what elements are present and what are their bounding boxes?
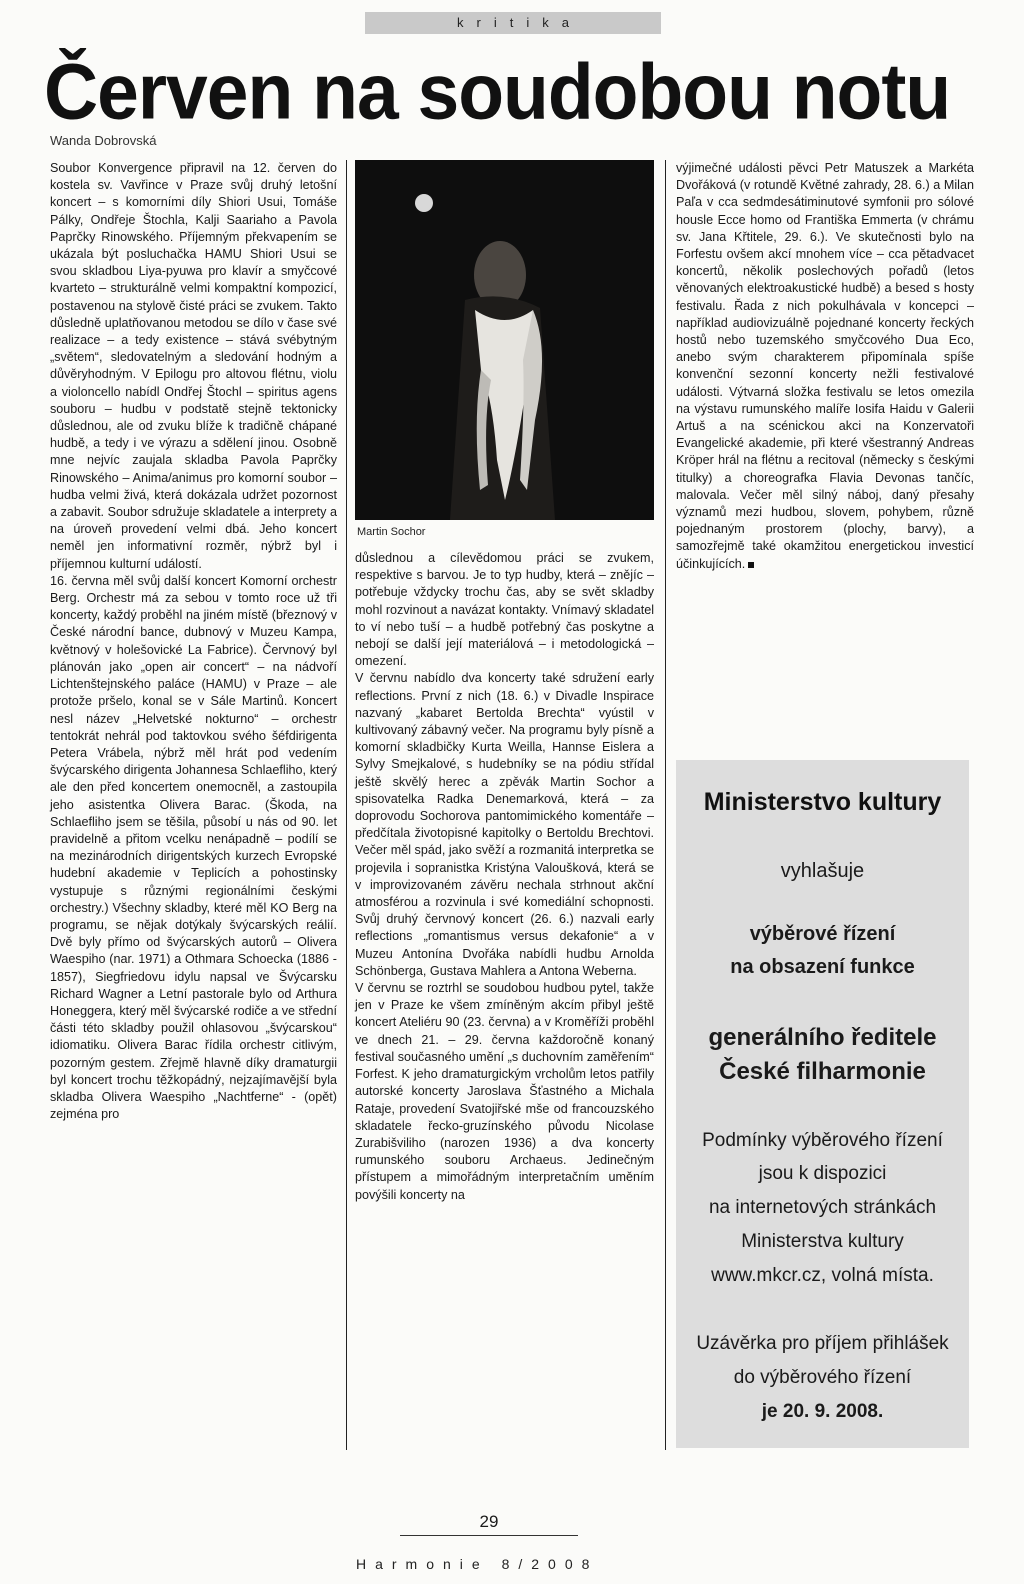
article-title: Červen na soudobou notu — [44, 47, 951, 136]
paragraph: Soubor Konvergence připravil na 12. červen do kostela sv. Vavřince v Praze svůj druhý letošní koncert – s komorními díly Shiori Usui, Tomáše Pálky, Ondřeje Štochla, Kalji Saariaho a Pavola Paprčky Rinowského. Příjemným překvapením se ukázala být posluchačka HAMU Shiori Usui se svou skladbou Liya-pyuwa pro klavír a smyčcové kvarteto – strukturálně velmi kompaktní kompozicí, postavenou na stylově čisté práci se zvukem. Takto důsledně uplatňovanou metodou se dílo v čase své realizace – a tedy existence – stává svébytným „světem“, sledovatelným a sledování hodným a důvěryhodným. V Epilogu pro altovou flétnu, violu a violoncello nabídl Ondřej Štochl – spiritus agens souboru – hudbu v podstatě stejně tektonicky důslednou, ale od zvuku blíže k tradičně chápané hudbě, a tedy i ve výrazu a sdělení jinou. Osobně mne nejvíc zaujala skladba Pavola Paprčky Rinowského – Anima/animus pro komorní soubor – hudba velmi živá, která dokázala udržet pozornost a zabavit. Soubor sdružuje skladatele a interprety a na úroveň provedení velmi dbá. Jeho koncert neměl jen informativní rozměr, nýbrž byl i příjemnou kulturní událostí. — [50, 161, 337, 571]
ad-conditions: jsou k dispozici — [758, 1163, 887, 1184]
ad-deadline: Uzávěrka pro příjem přihlášek — [696, 1333, 949, 1354]
ad-announces: vyhlašuje — [780, 860, 865, 882]
paragraph: důslednou a cílevědomou práci se zvukem, respektive s barvou. Je to typ hudby, která – znějíc – potřebuje vždycky trochu čas, aby se svět skladby mohl rozvinout a navázat kontakty. Vnímavý skladatel to ví nebo tuší – a hudbě potřebný čas poskytne a nebojí se další její materiálová – i metodologická – omezení. — [355, 551, 654, 669]
ad-deadline: do výběrového řízení — [733, 1367, 912, 1388]
paragraph: V červnu nabídlo dva koncerty také sdružení early reflections. První z nich (18. 6.) v Divadle Inspirace nazvaný „kabaret Bertolda Brechta“ vyústil v kultivovaný zábavný večer. Na programu byly písně a komorní skladbičky Kurta Weilla, Hannse Eislera a Sylvy Smejkalové, s hudebníky se na pódiu střídal ještě skvělý herec a zpěvák Martin Sochor a spisovatelka Radka Denemarková, která – za doprovodu Sochorova pantomimického komentáře – předčítala životopisné kapitolky o Bertoldu Brechtovi. Večer měl spád, jako svěží a rozmanitá interpretka se projevila i sopranistka Kristýna Valoušková, která se v improvizovaném závěru nechala strhnout akční atmosférou a rozvinula i své komediální schopnosti. Svůj druhý červnový koncert (26. 6.) nazvali early reflections „romantismus versus dekafonie“ a v Muzeu Antonína Dvořáka nabídli hudbu Arnolda Schönberga, Gustava Mahlera a Antona Weberna. — [355, 671, 654, 978]
paragraph: 16. června měl svůj další koncert Komorní orchestr Berg. Orchestr má za sebou v tomto roce už tři koncerty, každý proběhl na jiném místě (březnový v České národní bance, dubnový v Muzeu Kampa, květnový v holešovické La Fabrice). Červnový byl plánován jako „open air concert“ – na nádvoří Lichtenštejnského paláce (HAMU) v Praze – ale protože pršelo, konal se v Sále Martinů. Koncert nesl název „Helvetské nokturno“ – orchestr tentokrát nehrál pod taktovkou svého šéfdirigenta Petera Vrábela, nýbrž měl hrát pod vedením švýcarského dirigenta Johannesa Schlaefliho, který ale den před koncertem onemocněl, a zastoupila jeho asistentka Olivera Barac. (Škoda, na Schlaefliho jsem se těšila, působí u nás od 90. let pravidelně a přitom vcelku nenápadně – podílí se na mezinárodních dirigentských kurzech Evropské hudební akademie v Teplicích a pohostinsky vystupuje s různými regionálními českými orchestry.) Všechny skladby, které měl KO Berg na programu, se nějak dotýkaly švýcarských reálií. Dvě byly přímo od švýcarských autorů – Olivera Waespiho (nar. 1971) a Othmara Schoecka (1886 - 1857), Siegfriedovu idylu napsal ve Švýcarsku Richard Wagner a Letní pastorale bylo od Arthura Honeggera, který měl švýcarské rodiče a ve střední části této skladby použil ohlasovou „švýcarskou“ idiomatiku. Olivera Barac řídila orchestr citlivým, pozorným gestem. Zřejmě hlavně díky dramaturgii byl koncert trochu těžkopádný, nejzajímavější byla skladba Olivera Waespiho „Nachtferne“ - (opět) zejména pro — [50, 573, 337, 1122]
photo-credit: Martin Sochor — [357, 526, 426, 538]
ad-website: www.mkcr.cz, volná místa. — [711, 1265, 934, 1286]
column-divider — [346, 160, 347, 1450]
ad-deadline-date: je 20. 9. 2008. — [761, 1401, 884, 1422]
journal-footer: Harmonie 8/2008 — [356, 1556, 599, 1572]
ad-conditions: na internetových stránkách — [708, 1197, 937, 1218]
end-mark-icon — [748, 562, 754, 568]
column-divider — [665, 160, 666, 1450]
ad-conditions: Podmínky výběrového řízení — [702, 1130, 943, 1151]
advertisement-box — [676, 760, 969, 1448]
paragraph — [676, 160, 974, 573]
article-column-2 — [355, 550, 654, 1204]
section-label: kritika — [457, 15, 582, 30]
article-column-3 — [676, 160, 974, 573]
ad-selection: na obsazení funkce — [730, 956, 915, 978]
article-column-1 — [50, 160, 337, 1123]
section-label-bar — [365, 12, 661, 34]
performer-photo-illustration — [355, 160, 654, 520]
author-byline: Wanda Dobrovská — [50, 133, 157, 148]
paragraph-text: výjimečné události pěvci Petr Matuszek a Markéta Dvořáková (v rotundě Květné zahrady, 28. 6.) a Milan Paľa v cca sedmdesátiminutové symfonii pro sólové housle Ecce homo od Františka Emmerta (v chrámu sv. Jana Křtitele, 29. 6.). Ve skutečnosti bylo na Forfestu ovšem akcí mnohem více – cca pětadvacet koncertů, několik poslechových pořadů (letos věnovaných elektroakustické hudbě) a besed s hosty festivalu. Řada z nich pokulhávala v koncepci – například audiovizuálně pojednané koncerty řeckých hostů nebo tuzemského smyčcového Dua Eco, anebo svým charakterem připomínala spíše konvenční sezonní koncerty nežli festivalové události. Výtvarná složka festivalu se letos omezila na výstavu rumunského malíře Iosifa Haidu v Galerii Artuš a na scénickou akci na Konzervatoři Evangelické akademie, při které všestranný Andreas Kröper hrál na flétnu a recitoval (německy s českými titulky) a choreografka Flavia Devonas tančíc, malovala. Večer měl silný náboj, daný přesahy významů mezi hudbou, slovem, pohybem, různě pojednaným prostorem (plochy, barvy), a samozřejmě také okamžitou energetickou investicí účinkujících. — [676, 161, 974, 571]
ad-organization: Ministerstvo kultury — [703, 788, 942, 816]
paragraph: V červnu se roztrhl se soudobou hudbou pytel, takže jen v Praze ke všem zmíněným akcím přibyl ještě koncert Ateliéru 90 (23. června) a v Kroměříži proběhl ve dnech 21. – 29. června každoročně konaný festival současného umění „s duchovním zaměřením“ Forfest. K jeho dramaturgickým vrcholům letos patřily autorské koncerty Jaroslava Šťastného a Michala Rataje, provedení Svatojiřské mše od francouzského skladatele řecko-gruzínského původu Nicolase Zurabišviliho (narozen 1936) a dva koncerty rumunského souboru Archaeus. Jedinečným přístupem a mimořádným interpretačním uměním povýšili koncerty na — [355, 981, 654, 1202]
ad-selection: výběrové řízení — [749, 923, 896, 945]
page-number: 29 — [479, 1512, 499, 1531]
article-photo — [355, 160, 654, 520]
ad-position: generálního ředitele — [708, 1024, 937, 1051]
ad-position: České filharmonie — [719, 1058, 926, 1085]
footer-divider — [400, 1535, 578, 1536]
ad-conditions: Ministerstva kultury — [741, 1231, 904, 1252]
